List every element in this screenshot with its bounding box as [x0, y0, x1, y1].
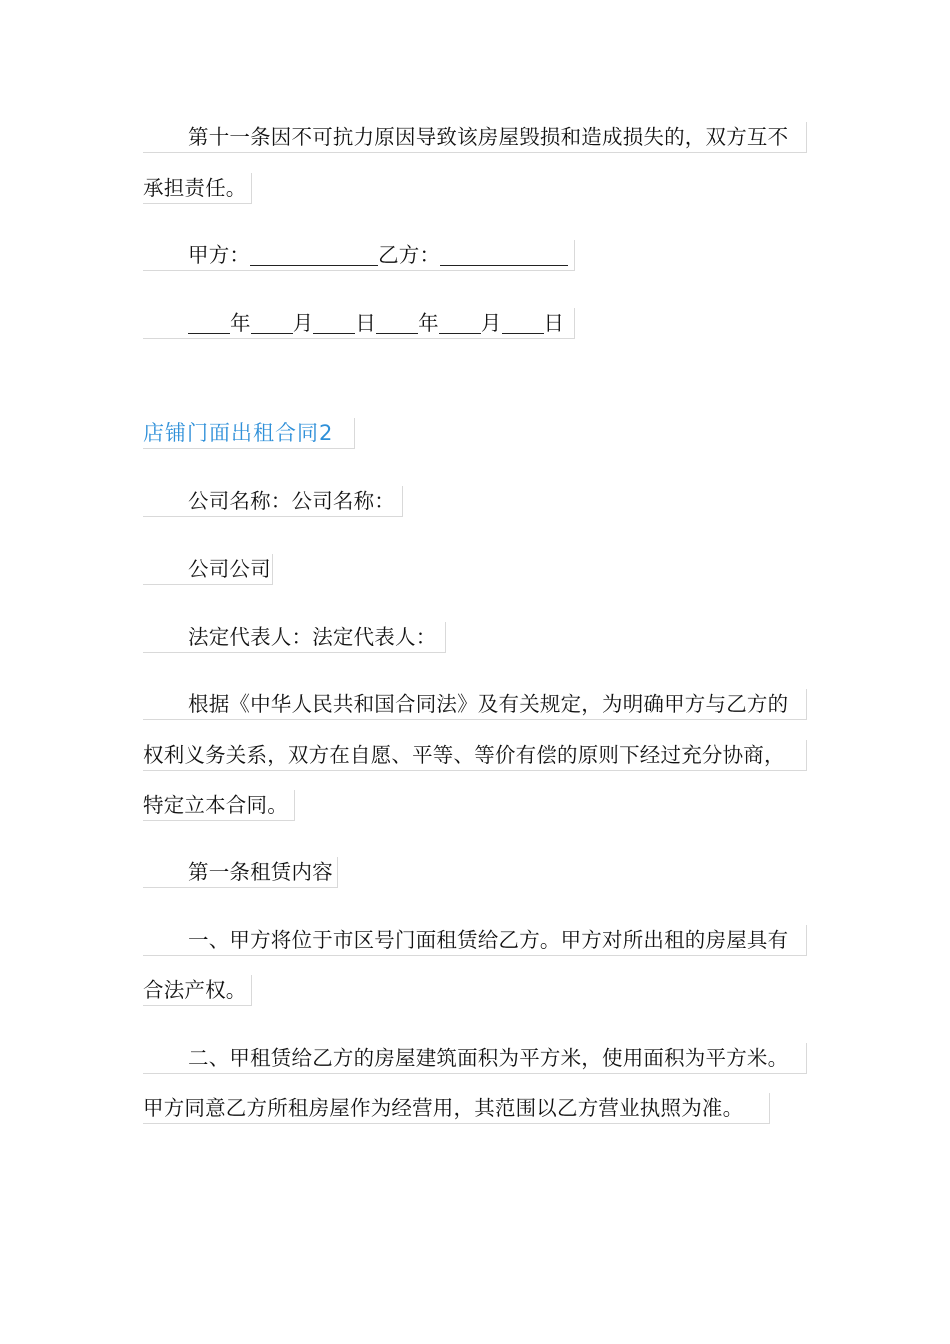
date-b-year-label: 年 — [418, 311, 439, 335]
date-a-year-label: 年 — [230, 311, 251, 335]
date-b-day-blank[interactable] — [502, 313, 544, 334]
preamble-line1: 根据《中华人民共和国合同法》及有关规定，为明确甲方与乙方的 — [143, 689, 807, 720]
preamble-line3: 特定立本合同。 — [143, 790, 295, 821]
date-b-month-blank[interactable] — [439, 313, 481, 334]
date-b-month-label: 月 — [480, 311, 502, 335]
party-b-blank[interactable] — [440, 245, 568, 266]
clause11-line2: 承担责任。 — [143, 173, 252, 204]
date-a-day-label: 日 — [355, 311, 377, 335]
item2-line1: 二、甲租赁给乙方的房屋建筑面积为平方米，使用面积为平方米。 — [143, 1043, 807, 1074]
item1-line2: 合法产权。 — [143, 975, 252, 1006]
item2-line2: 甲方同意乙方所租房屋作为经营用，其范围以乙方营业执照为准。 — [143, 1093, 770, 1124]
legal-rep-line: 法定代表人：法定代表人： — [143, 622, 446, 653]
date-a-month-label: 月 — [292, 311, 314, 335]
party-a-label: 甲方： — [188, 243, 251, 267]
signature-dates — [143, 308, 575, 339]
preamble-line2: 权利义务关系，双方在自愿、平等、等价有偿的原则下经过充分协商， — [143, 740, 807, 771]
contract2-title: 店铺门面出租合同2 — [143, 418, 355, 449]
company-name-line: 公司名称：公司名称： — [143, 486, 403, 517]
item1-line1: 一、甲方将位于市区号门面租赁给乙方。甲方对所出租的房屋具有 — [143, 925, 807, 956]
clause11-line1: 第十一条因不可抗力原因导致该房屋毁损和造成损失的，双方互不 — [143, 122, 807, 153]
signature-parties — [143, 240, 575, 271]
party-b-label: 乙方： — [378, 243, 441, 267]
company-line: 公司公司 — [143, 554, 273, 585]
date-a-month-blank[interactable] — [251, 313, 293, 334]
date-a-day-blank[interactable] — [313, 313, 355, 334]
party-a-blank[interactable] — [250, 245, 378, 266]
date-b-day-label: 日 — [543, 311, 565, 335]
article1-title: 第一条租赁内容 — [143, 857, 338, 888]
date-b-year-blank[interactable] — [376, 313, 418, 334]
date-a-year-blank[interactable] — [188, 313, 230, 334]
